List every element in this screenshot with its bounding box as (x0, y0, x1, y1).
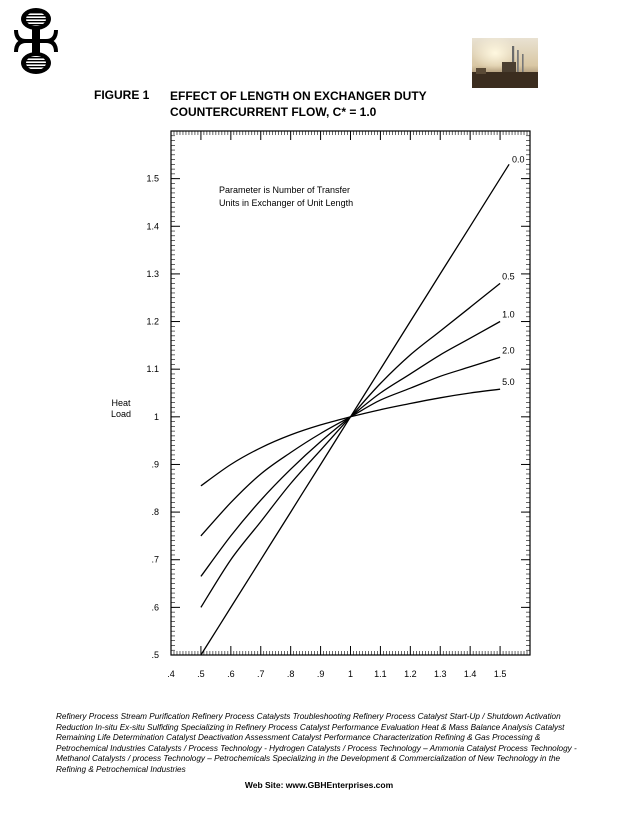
minor-ticks (171, 131, 530, 655)
x-tick-label: .8 (286, 669, 295, 679)
x-tick-label: .7 (256, 669, 265, 679)
x-tick-label: 1.4 (463, 669, 477, 679)
series-line-0.0 (201, 164, 509, 655)
footer-text: Refinery Process Stream Purification Refinery Process Catalysts Troubleshooting Refinery Process Catalyst Start-Up / Shutdown Activation Reduction In-situ Ex-situ Sulfiding Specializing in Refinery Process Catalyst Performance Evaluation Heat & Mass Balance Analysis Catalyst Remaining Life Determination Catalyst Deactivation Assessment Catalyst Performance Characterization Refining & Gas Processing & Petrochemical Industries Catalysts / Process Technology - Hydrogen Catalysts / Process Technology – Ammonia Catalyst Process Technology - Methanol Catalysts / process Technology – Petrochemicals Specializing in the Development & Commercialization of New Technology in the Refining & Petrochemical Industries (56, 712, 577, 774)
x-tick-label: 1.2 (404, 669, 417, 679)
series-line-0.5 (201, 283, 500, 607)
x-tick-label: .9 (316, 669, 325, 679)
figure-title-line-2: COUNTERCURRENT FLOW, C* = 1.0 (170, 105, 377, 119)
series-label-1.0: 1.0 (502, 309, 515, 320)
annotation-line-1: Parameter is Number of Transfer (219, 185, 351, 195)
annotation-line-2: Units in Exchanger of Unit Length (219, 198, 354, 208)
y-tick-label: 1.2 (146, 316, 159, 327)
figure-title-line-1: EFFECT OF LENGTH ON EXCHANGER DUTY (170, 89, 427, 103)
plot-frame (171, 131, 530, 655)
website-link[interactable]: Web Site: www.GBHEnterprises.com (244, 780, 394, 790)
series-line-1.0 (201, 322, 500, 577)
y-tick-label: 1.1 (146, 364, 159, 375)
x-tick-label: 1.5 (493, 669, 507, 679)
y-tick-label: .5 (151, 650, 159, 660)
x-tick-label: 1.1 (374, 669, 387, 679)
y-axis-label: Heat Load (110, 398, 132, 419)
y-tick-label: 1.4 (146, 221, 159, 232)
series-label-5.0: 5.0 (502, 377, 515, 388)
series-label-2.0: 2.0 (502, 345, 515, 356)
y-tick-label: 1.5 (146, 173, 159, 184)
x-tick-label: .4 (167, 669, 175, 679)
y-tick-label: .6 (151, 602, 159, 613)
x-tick-label: 1 (347, 669, 354, 679)
x-tick-label: .6 (227, 669, 235, 679)
y-tick-label: 1 (153, 411, 159, 422)
y-tick-label: .9 (151, 459, 159, 470)
x-tick-label: 1.3 (433, 669, 447, 679)
x-tick-label: .5 (197, 669, 205, 679)
y-tick-label: 1.3 (146, 268, 159, 279)
series-label-0.0: 0.0 (512, 154, 525, 165)
series-line-5.0 (201, 389, 500, 486)
series-label-0.5: 0.5 (502, 271, 515, 282)
y-tick-label: .7 (151, 554, 159, 565)
y-tick-label: .8 (151, 507, 159, 518)
series-line-2.0 (201, 357, 500, 536)
figure-label: FIGURE 1 (94, 88, 150, 102)
